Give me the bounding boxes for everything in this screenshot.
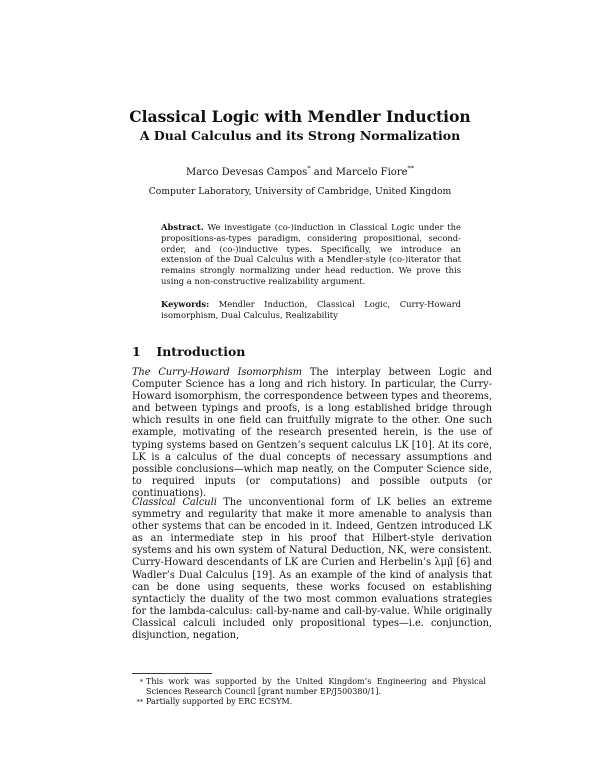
paragraph-lead: Classical Calculi — [132, 497, 217, 508]
paragraph-lead: The Curry-Howard Isomorphism — [132, 367, 302, 378]
footnote — [132, 677, 492, 697]
section-title: Introduction — [156, 344, 246, 359]
footnote-text: Partially supported by ERC ECSYM. — [146, 697, 293, 706]
footnote-mark: * — [307, 164, 311, 173]
footnote-rule — [132, 673, 212, 674]
affiliation: Computer Laboratory, University of Cambridge, United Kingdom — [148, 186, 452, 197]
footnote-mark: ** — [136, 698, 143, 706]
footnote — [132, 697, 492, 707]
section-heading — [132, 344, 492, 359]
author-line — [0, 166, 600, 179]
paper-title: Classical Logic with Mendler Induction — [129, 107, 471, 126]
footnote-mark: * — [139, 678, 143, 686]
section-number: 1 — [132, 344, 141, 359]
abstract — [161, 222, 461, 287]
paragraph-text: The interplay between Logic and Computer Science has a long and rich history. In particular, the Curry-Howard isomorphism, the correspondence between types and theorems, and between typings and proofs, is a long established bridge through which results in one field can fruitfully migrate to the other. One such example, motivating of the research presented herein, is the use of typing systems based on Gentzen’s sequent calculus LK [10]. At its core, LK is a calculus of the dual concepts of necessary assumptions and possible conclusions—which map neatly, on the Computer Science side, to required inputs (or computations) and possible outputs (or continuations). — [132, 367, 492, 499]
paper-subtitle: A Dual Calculus and its Strong Normalization — [139, 128, 461, 143]
abstract-label: Abstract. — [161, 222, 204, 232]
footnote-mark: ** — [407, 164, 415, 173]
author-connector: and — [313, 167, 333, 178]
author-name: Marco Devesas Campos — [185, 167, 308, 178]
keywords-label: Keywords: — [161, 299, 210, 309]
paragraph — [132, 497, 492, 642]
footnote-text: This work was supported by the United Kingdom’s Engineering and Physical Sciences Research Council [grant number EP/J500380/1]. — [146, 677, 486, 697]
keywords-text: Mendler Induction, Classical Logic, Curry-Howard isomorphism, Dual Calculus, Realizability — [161, 299, 461, 320]
paragraph-text: The unconventional form of LK belies an extreme symmetry and regularity that make it more amenable to analysis than other systems that can be encoded in it. Indeed, Gentzen introduced LK as an intermediate step in his proof that Hilbert-style derivation systems and his own system of Natural Deduction, NK, were consistent. Curry-Howard descendants of LK are Curien and Herbelin’s λμμ̃ [6] and Wadler’s Dual Calculus [19]. As an example of the kind of analysis that can be done using sequents, these works focused on establishing syntacticly the duality of the two most common evaluations strategies for the lambda-calculus: call-by-name and call-by-value. While originally Classical calculi included only propositional types—i.e. conjunction, disjunction, negation, — [132, 497, 492, 642]
abstract-text: We investigate (co-)induction in Classical Logic under the propositions-as-types paradigm, considering propositional, second-order, and (co-)inductive types. Specifically, we introduce an extension of the Dual Calculus with a Mendler-style (co-)iterator that remains strongly normalizing under head reduction. We prove this using a non-constructive realizability argument. — [161, 222, 461, 286]
author-name: Marcelo Fiore — [335, 167, 408, 178]
paragraph — [132, 367, 492, 500]
keywords — [161, 299, 461, 321]
